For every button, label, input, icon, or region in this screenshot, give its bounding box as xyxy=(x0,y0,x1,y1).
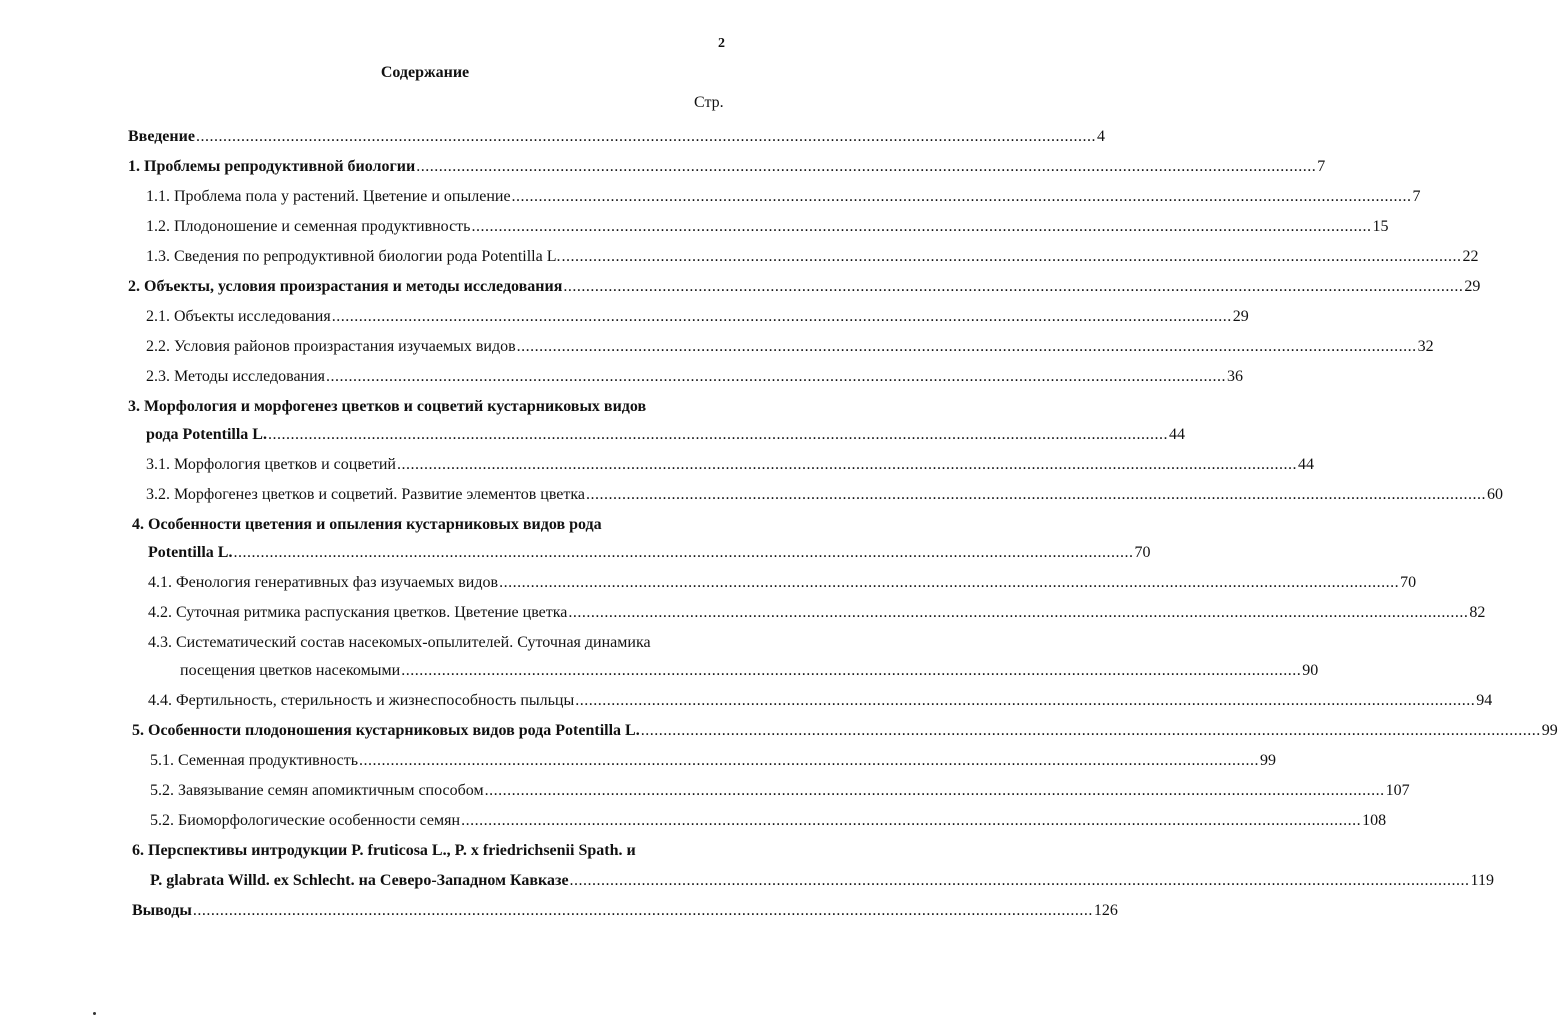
toc-leader: ........................................................................................................................................................................................................ xyxy=(401,662,1302,679)
toc-entry-page: 70 xyxy=(1400,574,1417,591)
toc-entry-text: Potentilla L. xyxy=(148,544,233,561)
toc-entry-page: 7 xyxy=(1412,188,1421,205)
toc-entry-page: 94 xyxy=(1476,692,1493,709)
toc-entry-text: 1. Проблемы репродуктивной биологии xyxy=(128,158,416,175)
toc-leader: ........................................................................................................................................................................................................ xyxy=(267,426,1168,443)
toc-entry-page: 4 xyxy=(1096,128,1105,145)
toc-leader: ........................................................................................................................................................................................................ xyxy=(568,604,1469,621)
toc-entry-page: 15 xyxy=(1372,218,1389,235)
toc-entry-page: 29 xyxy=(1232,308,1249,325)
toc-entry xyxy=(150,781,1410,801)
toc-entry-page: 99 xyxy=(1260,752,1277,769)
toc-leader: ........................................................................................................................................................................................................ xyxy=(461,812,1362,829)
toc-entry-text: посещения цветков насекомыми xyxy=(180,662,401,679)
toc-entry xyxy=(146,485,1503,505)
toc-entry xyxy=(128,277,1481,297)
toc-entry-text: 6. Перспективы интродукции P. fruticosa L., P. x friedrichsenii Spath. и xyxy=(132,842,636,859)
toc-entry-page: 22 xyxy=(1462,248,1479,265)
toc-entry-text: Выводы xyxy=(132,902,192,919)
toc-entry xyxy=(128,157,1326,177)
toc-leader: ........................................................................................................................................................................................................ xyxy=(326,368,1227,385)
toc-entry-text: 5.2. Завязывание семян апомиктичным способом xyxy=(150,782,484,799)
scan-speck xyxy=(93,1012,96,1015)
toc-entry-text: 3.1. Морфология цветков и соцветий xyxy=(146,456,396,473)
toc-entry-page: 107 xyxy=(1385,782,1410,799)
toc-entry-text: P. glabrata Willd. ex Schlecht. на Северо-Западном Кавказе xyxy=(150,872,569,889)
toc-entry xyxy=(128,397,728,417)
toc-leader: ........................................................................................................................................................................................................ xyxy=(397,456,1297,473)
toc-entry-text: 5.1. Семенная продуктивность xyxy=(150,752,359,769)
toc-entry xyxy=(148,543,1151,563)
toc-leader: ........................................................................................................................................................................................................ xyxy=(640,722,1541,739)
toc-entry-text: 4.4. Фертильность, стерильность и жизнеспособность пыльцы xyxy=(148,692,575,709)
toc-leader: ........................................................................................................................................................................................................ xyxy=(511,188,1412,205)
toc-leader: ........................................................................................................................................................................................................ xyxy=(359,752,1260,769)
toc-entry xyxy=(146,307,1249,327)
toc-entry xyxy=(148,633,728,653)
toc-entry-text: 4.2. Суточная ритмика распускания цветков. Цветение цветка xyxy=(148,604,568,621)
toc-entry-page: 60 xyxy=(1487,486,1503,503)
toc-entry-page: 90 xyxy=(1302,662,1319,679)
toc-leader: ........................................................................................................................................................................................................ xyxy=(484,782,1385,799)
toc-entry-text: 3. Морфология и морфогенез цветков и соцветий кустарниковых видов xyxy=(128,398,647,415)
toc-entry-page: 108 xyxy=(1362,812,1387,829)
toc-entry-page: 44 xyxy=(1298,456,1314,473)
toc-entry-page: 119 xyxy=(1470,872,1494,889)
toc-leader: ........................................................................................................................................................................................................ xyxy=(516,338,1417,355)
toc-entry xyxy=(180,661,1319,681)
toc-entry-text: 4.3. Систематический состав насекомых-опылителей. Суточная динамика xyxy=(148,634,651,651)
toc-entry xyxy=(132,841,728,861)
toc-entry xyxy=(148,573,1417,593)
toc-entry-text: 2.3. Методы исследования xyxy=(146,368,326,385)
toc-entry-text: 5.2. Биоморфологические особенности семян xyxy=(150,812,461,829)
toc-leader: ........................................................................................................................................................................................................ xyxy=(563,278,1464,295)
toc-entry xyxy=(146,187,1421,207)
toc-entry-page: 29 xyxy=(1464,278,1481,295)
toc-entry-page: 7 xyxy=(1317,158,1326,175)
toc-entry-text: 4.1. Фенология генеративных фаз изучаемых видов xyxy=(148,574,499,591)
toc-entry-text: Введение xyxy=(128,128,195,145)
toc-entry-text: 2.1. Объекты исследования xyxy=(146,308,331,325)
toc-entry-text: 1.3. Сведения по репродуктивной биологии рода Potentilla L. xyxy=(146,248,561,265)
toc-entry xyxy=(146,367,1244,387)
toc-leader: ........................................................................................................................................................................................................ xyxy=(569,872,1470,889)
toc-entry-page: 99 xyxy=(1541,722,1558,739)
toc-entry xyxy=(146,425,1185,445)
toc-entry-page: 44 xyxy=(1168,426,1185,443)
toc-entry xyxy=(146,247,1479,267)
toc-entry-page: 82 xyxy=(1469,604,1486,621)
toc-entry xyxy=(148,603,1486,623)
toc-leader: ........................................................................................................................................................................................................ xyxy=(416,158,1317,175)
toc-entry-text: 1.2. Плодоношение и семенная продуктивность xyxy=(146,218,471,235)
toc-entry-text: 3.2. Морфогенез цветков и соцветий. Развитие элементов цветка xyxy=(146,486,585,503)
toc-entry-page: 32 xyxy=(1417,338,1434,355)
page-title: Содержание xyxy=(380,64,470,81)
toc-leader: ........................................................................................................................................................................................................ xyxy=(195,128,1096,145)
toc-entry xyxy=(132,515,712,535)
toc-entry xyxy=(146,455,1314,475)
toc-entry-text: 4. Особенности цветения и опыления кустарниковых видов рода xyxy=(132,516,602,533)
toc-entry xyxy=(146,217,1389,237)
toc-entry-page: 36 xyxy=(1227,368,1244,385)
toc-entry xyxy=(132,721,1558,741)
page-column-label: Стр. xyxy=(694,94,724,111)
toc-entry-text: 5. Особенности плодоношения кустарниковых видов рода Potentilla L. xyxy=(132,722,640,739)
toc-entry-text: 2.2. Условия районов произрастания изучаемых видов xyxy=(146,338,516,355)
toc-entry xyxy=(132,901,1118,921)
toc-leader: ........................................................................................................................................................................................................ xyxy=(499,574,1400,591)
toc-leader: ........................................................................................................................................................................................................ xyxy=(233,544,1134,561)
toc-entry-page: 70 xyxy=(1134,544,1151,561)
toc-leader: ........................................................................................................................................................................................................ xyxy=(586,486,1486,503)
toc-entry xyxy=(150,751,1277,771)
toc-entry xyxy=(150,871,1494,891)
toc-entry xyxy=(150,811,1387,831)
page-number: 2 xyxy=(718,36,725,51)
toc-leader: ........................................................................................................................................................................................................ xyxy=(575,692,1476,709)
toc-entry-text: рода Potentilla L. xyxy=(146,426,267,443)
toc-entry-text: 1.1. Проблема пола у растений. Цветение и опыление xyxy=(146,188,511,205)
toc-leader: ........................................................................................................................................................................................................ xyxy=(192,902,1093,919)
toc-leader: ........................................................................................................................................................................................................ xyxy=(331,308,1232,325)
toc-leader: ........................................................................................................................................................................................................ xyxy=(561,248,1462,265)
toc-entry xyxy=(148,691,1493,711)
toc-entry-text: 2. Объекты, условия произрастания и методы исследования xyxy=(128,278,563,295)
toc-entry xyxy=(128,127,1105,147)
toc-leader: ........................................................................................................................................................................................................ xyxy=(471,218,1372,235)
toc-entry xyxy=(146,337,1434,357)
toc-entry-page: 126 xyxy=(1093,902,1118,919)
